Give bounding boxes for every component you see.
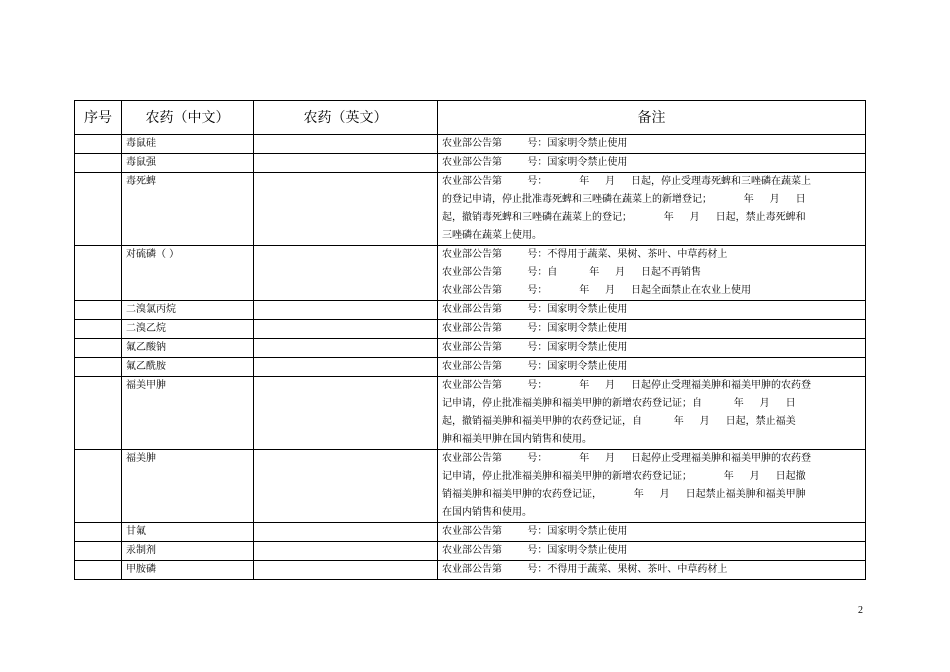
table-row [75,523,866,542]
table-row [75,542,866,561]
remarks-cell: 农业部公告第 号：国家明令禁止使用 [438,523,866,542]
remarks-cell: 农业部公告第 号：国家明令禁止使用 [438,135,866,154]
name-cn-cell: 二溴氯丙烷 [122,301,254,320]
index-cell [75,358,122,377]
name-cn-cell: 对硫磷（ ） [122,246,254,301]
name-cn-cell: 甲胺磷 [122,561,254,580]
name-en-cell [254,542,438,561]
table-row [75,561,866,580]
table-row [75,135,866,154]
header-remarks: 备注 [438,101,866,135]
name-en-cell [254,339,438,358]
name-en-cell [254,320,438,339]
table-row [75,358,866,377]
index-cell [75,339,122,358]
name-en-cell [254,523,438,542]
table-row [75,320,866,339]
index-cell [75,246,122,301]
index-cell [75,542,122,561]
remarks-cell: 农业部公告第 号：国家明令禁止使用 [438,301,866,320]
remarks-cell: 农业部公告第 号：不得用于蔬菜、果树、茶叶、中草药材上 [438,561,866,580]
remarks-cell: 农业部公告第 号：国家明令禁止使用 [438,339,866,358]
name-cn-cell: 毒鼠硅 [122,135,254,154]
name-cn-cell: 甘氟 [122,523,254,542]
table-row [75,154,866,173]
name-cn-cell: 毒死蜱 [122,173,254,246]
remarks-cell: 农业部公告第 号： 年 月 日起停止受理福美胂和福美甲胂的农药登 记申请，停止批准福美胂和福美甲胂的新增农药登记证； 年 月 日起撤 销福美胂和福美甲胂的农药登记证， 年 月 日起禁止福美胂和福美甲胂 在国内销售和使用。 [438,450,866,523]
header-name-en: 农药（英文） [254,101,438,135]
table-row [75,301,866,320]
index-cell [75,173,122,246]
name-cn-cell: 二溴乙烷 [122,320,254,339]
pesticide-table [74,100,866,580]
index-cell [75,320,122,339]
index-cell [75,561,122,580]
name-en-cell [254,154,438,173]
name-en-cell [254,561,438,580]
name-cn-cell: 福美甲胂 [122,377,254,450]
index-cell [75,523,122,542]
name-cn-cell: 毒鼠强 [122,154,254,173]
header-name-cn: 农药（中文） [122,101,254,135]
page-number: 2 [858,605,863,616]
table-row [75,246,866,301]
name-en-cell [254,450,438,523]
index-cell [75,154,122,173]
index-cell [75,135,122,154]
header-index: 序号 [75,101,122,135]
name-en-cell [254,358,438,377]
name-en-cell [254,135,438,154]
name-en-cell [254,173,438,246]
name-cn-cell: 氟乙酰胺 [122,358,254,377]
name-cn-cell: 汞制剂 [122,542,254,561]
remarks-cell: 农业部公告第 号： 年 月 日起，停止受理毒死蜱和三唑磷在蔬菜上 的登记申请，停止批准毒死蜱和三唑磷在蔬菜上的新增登记； 年 月 日 起，撤销毒死蜱和三唑磷在蔬菜上的登记； 年 月 日起，禁止毒死蜱和 三唑磷在蔬菜上使用。 [438,173,866,246]
remarks-cell: 农业部公告第 号：国家明令禁止使用 [438,358,866,377]
remarks-cell: 农业部公告第 号： 年 月 日起停止受理福美胂和福美甲胂的农药登 记申请，停止批准福美胂和福美甲胂的新增农药登记证；自 年 月 日 起，撤销福美胂和福美甲胂的农药登记证，自 年 月 日起，禁止福美 胂和福美甲胂在国内销售和使用。 [438,377,866,450]
name-en-cell [254,246,438,301]
remarks-cell: 农业部公告第 号：国家明令禁止使用 [438,154,866,173]
table-row [75,450,866,523]
table-row [75,173,866,246]
remarks-cell: 农业部公告第 号：国家明令禁止使用 [438,542,866,561]
index-cell [75,377,122,450]
name-en-cell [254,377,438,450]
table-row [75,339,866,358]
name-cn-cell: 氟乙酸钠 [122,339,254,358]
table-row [75,377,866,450]
remarks-cell: 农业部公告第 号：不得用于蔬菜、果树、茶叶、中草药材上 农业部公告第 号：自 年 月 日起不再销售 农业部公告第 号： 年 月 日起全面禁止在农业上使用 [438,246,866,301]
index-cell [75,450,122,523]
name-cn-cell: 福美胂 [122,450,254,523]
index-cell [75,301,122,320]
name-en-cell [254,301,438,320]
table-header-row [75,101,866,135]
remarks-cell: 农业部公告第 号：国家明令禁止使用 [438,320,866,339]
